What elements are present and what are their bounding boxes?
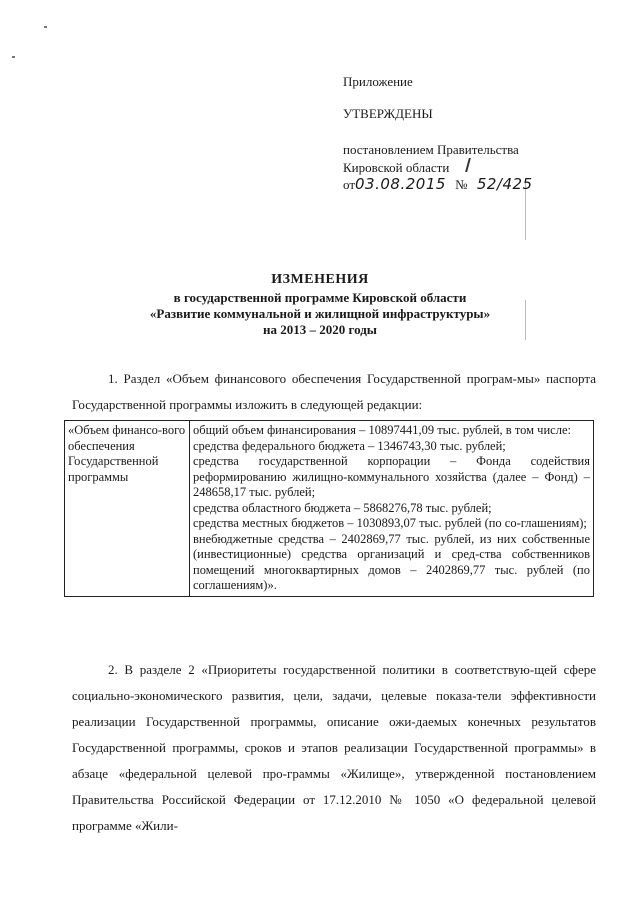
decree-number: 52/425	[476, 175, 533, 193]
funding-federal: средства федерального бюджета – 1346743,30 тыс. рублей;	[193, 438, 506, 453]
title-years: на 2013 – 2020 годы	[263, 322, 377, 337]
title-changes: ИЗМЕНЕНИЯ	[271, 272, 369, 287]
scan-dot	[12, 56, 15, 58]
appendix-label: Приложение	[343, 74, 413, 89]
funding-local: средства местных бюджетов – 1030893,07 тыс. рублей (по со-глашениям);	[193, 516, 587, 530]
table-left-cell: «Объем финансо-вого обеспечения Государственной программы	[65, 421, 190, 597]
funding-total: общий объем финансирования – 10897441,09 тыс. рублей, в том числе:	[193, 423, 571, 437]
funding-extrabudgetary: внебюджетные средства – 2402869,77 тыс. рублей, из них собственные (инвестиционные) средства организаций и сред-ства собственников помещений многоквартирных домов – 2402869,77 тыс. рублей (по соглашениям)».	[193, 531, 590, 592]
funding-fund: средства государственной корпорации – Фонда содействия реформированию жилищно-коммунального хозяйства (далее – Фонд) – 248658,17 тыс. рублей;	[193, 454, 590, 499]
approval-block	[343, 74, 613, 193]
table-right-cell	[190, 421, 594, 597]
funding-regional: средства областного бюджета – 5868276,78 тыс. рублей;	[193, 500, 492, 515]
decree-line-1: постановлением Правительства	[343, 142, 519, 157]
table-row	[65, 421, 594, 597]
section-2-paragraph: 2. В разделе 2 «Приоритеты государственной политики в соответствую-щей сфере социально-экономического развития, цели, задачи, целевые показа-тели эффективности реализации Государственной программы, описание ожи-даемых конечных результатов Государственной программы, сроков и этапов реализации Государственной программы» в абзаце «федеральной целевой про-граммы «Жилище», утвержденной постановлением Правительства Российской Федерации от 17.12.2010 № 1050 «О федеральной целевой программе «Жили-	[72, 662, 596, 833]
title-program-name: «Развитие коммунальной и жилищной инфраструктуры»	[149, 306, 491, 321]
decree-date-line: от03.08.2015 № 52/425	[343, 175, 533, 193]
approved-label: УТВЕРЖДЕНЫ	[343, 106, 433, 121]
passport-table	[64, 420, 594, 597]
title-program: в государственной программе Кировской области	[173, 290, 467, 305]
scan-dot	[44, 26, 47, 28]
document-title	[80, 272, 560, 338]
decree-date: 03.08.2015	[355, 175, 446, 193]
signature-stroke	[465, 158, 471, 172]
decree-line-2: Кировской области	[343, 158, 613, 176]
number-sign: №	[455, 177, 468, 192]
section-1-paragraph: 1. Раздел «Объем финансового обеспечения Государственной програм-мы» паспорта Государственной программы изложить в следующей редакции:	[72, 371, 596, 412]
